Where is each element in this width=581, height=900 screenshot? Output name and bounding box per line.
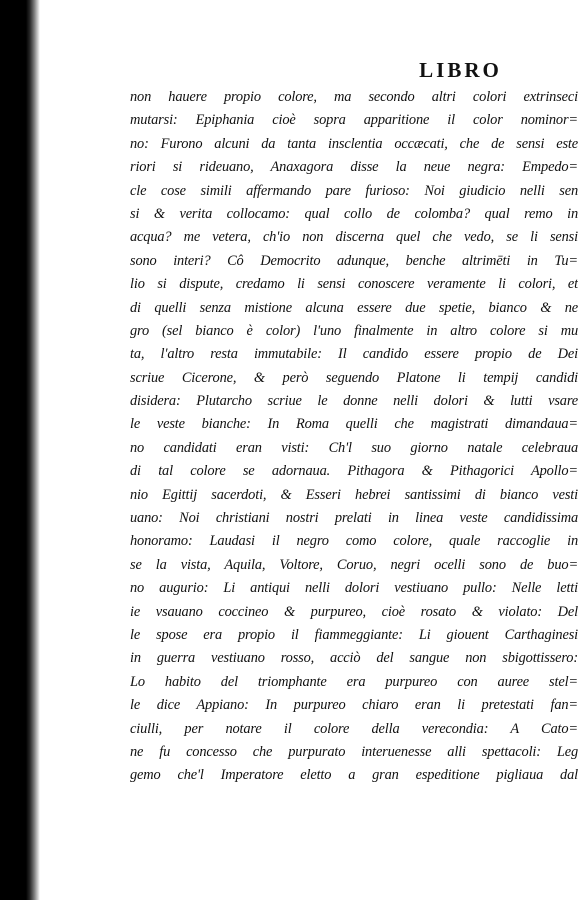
text-line: se la vista, Aquila, Voltore, Coruo, negri ocelli sono de buo= <box>130 556 578 573</box>
text-line: le spose era propio il fiammeggiante: Li giouent Carthaginesi <box>130 626 578 643</box>
text-line: ne fu concesso che purpurato interuenesse alli spettacoli: Leg <box>130 743 578 760</box>
text-block <box>130 86 578 788</box>
text-line: nio Egittij sacerdoti, & Esseri hebrei santissimi di bianco vesti <box>130 486 578 503</box>
text-line: di tal colore se adornaua. Pithagora & Pithagorici Apollo= <box>130 463 578 480</box>
binding-streak <box>6 0 9 900</box>
binding-streak <box>14 0 16 900</box>
text-line: di quelli senza mistione alcuna essere due spetie, bianco & ne <box>130 299 578 316</box>
text-line: in guerra vestiuano rosso, acciò del sangue non sbigottissero: <box>130 650 578 667</box>
book-page <box>40 0 581 900</box>
text-line: gemo che'l Imperatore eletto a gran espeditione pigliaua dal <box>130 767 578 784</box>
text-line: sono interi? Cô Democrito adunque, benche altrimēti in Tu= <box>130 252 578 269</box>
running-head: LIBRO <box>419 58 502 82</box>
text-line: cle cose simili affermando pare furioso: Noi giudicio nelli sen <box>130 182 578 199</box>
text-line: no augurio: Li antiqui nelli dolori vestiuano pullo: Nelle letti <box>130 580 578 597</box>
text-line: le dice Appiano: In purpureo chiaro eran li pretestati fan= <box>130 697 578 714</box>
text-line: mutarsi: Epiphania cioè sopra apparitione il color nominor= <box>130 112 578 129</box>
text-line: ie vsauano coccineo & purpureo, cioè rosato & violato: Del <box>130 603 578 620</box>
text-line: Lo habito del triomphante era purpureo con auree stel= <box>130 673 578 690</box>
text-line: ciulli, per notare il colore della verecondia: A Cato= <box>130 720 578 737</box>
text-line: si & verita collocamo: qual collo de colomba? qual remo in <box>130 205 578 222</box>
text-line: lio si dispute, credamo li sensi conoscere veramente li colori, et <box>130 276 578 293</box>
text-line: acqua? me vetera, ch'io non discerna quel che vedo, se li sensi <box>130 229 578 246</box>
text-line: non hauere propio colore, ma secondo altri colori extrinseci <box>130 89 578 105</box>
text-line: ta, l'altro resta immutabile: Il candido essere propio de Dei <box>130 346 578 363</box>
text-line: no candidati eran visti: Ch'l suo giorno natale celebraua <box>130 439 578 456</box>
text-line: gro (sel bianco è color) l'uno finalmente in altro colore si mu <box>130 322 578 339</box>
text-line: no: Furono alcuni da tanta insclentia occæcati, che de sensi este <box>130 135 578 152</box>
text-line: riori si rideuano, Anaxagora disse la neue negra: Empedo= <box>130 159 578 176</box>
text-line: disidera: Plutarcho scriue le donne nelli dolori & lutti vsare <box>130 393 578 410</box>
text-line: honoramo: Laudasi il negro como colore, quale raccoglie in <box>130 533 578 550</box>
text-line: le veste bianche: In Roma quelli che magistrati dimandaua= <box>130 416 578 433</box>
text-line: scriue Cicerone, & però seguendo Platone li tempij candidi <box>130 369 578 386</box>
text-line: uano: Noi christiani nostri prelati in linea veste candidissima <box>130 510 578 527</box>
